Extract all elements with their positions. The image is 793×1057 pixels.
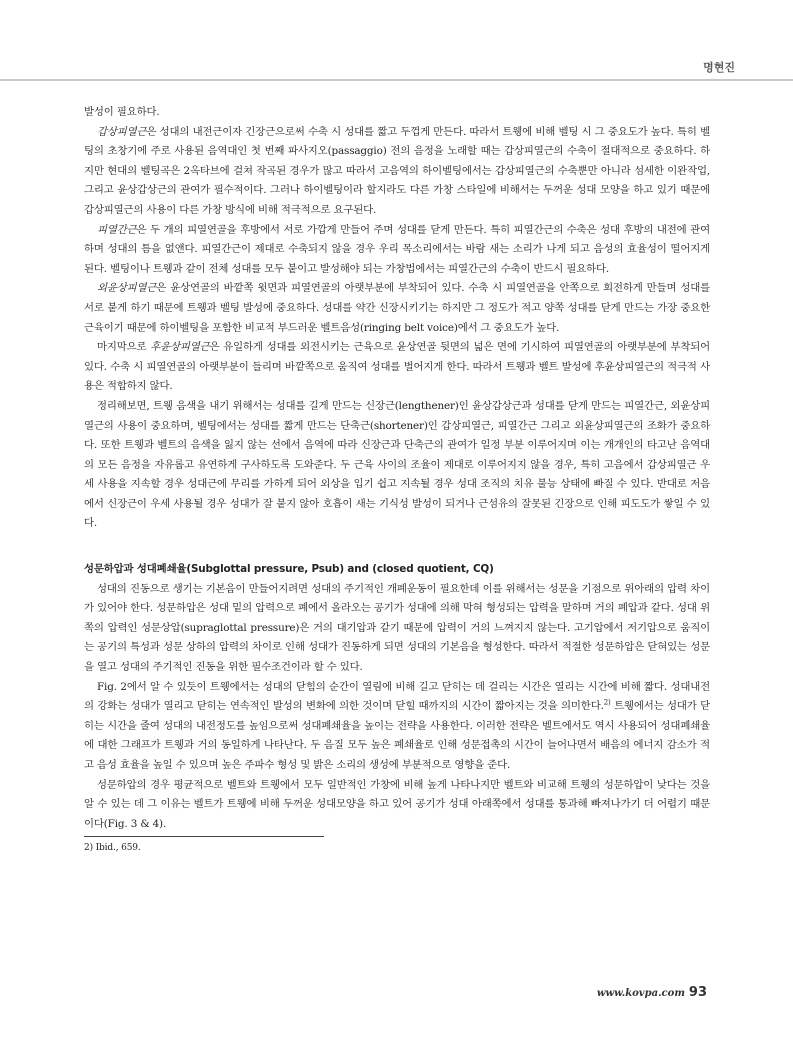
paragraph-text: 트웽에서는 성대가 닫히는 시간을 줄여 성대의 내전정도를 높임으로써 성대폐쇄율을 높이는 전략을 사용한다. 이러한 전략은 벨트에서도 역시 사용되어 성대폐쇄율에 대한 그래프가 트웽과 거의 동일하게 나타난다. 두 음질 모두 높은 폐쇄율로 인해 성문접촉의 시간이 늘어나면서 배음의 에너지 감소가 적고 음성 효율을 높일 수 있으며 높은 주파수 형성 및 밝은 소리의 생성에 부분적으로 영향을 준다. <box>84 700 710 771</box>
article-body <box>84 103 710 855</box>
paragraph-text: 은 유일하게 성대를 외전시키는 근육으로 윤상연골 뒷면의 넓은 면에 기시하여 피열연골의 아랫부분에 부착되어 있다. 수축 시 피열연골의 아랫부분이 들리며 바깥쪽으로 움직여 성대를 벌어지게 한다. 따라서 트웽과 벨트 발성에 후윤상피열근의 적극적 사용은 적합하지 않다. <box>84 341 711 393</box>
muscle-term: 후윤상피열근 <box>150 341 210 354</box>
section-heading: 성문하압과 성대폐쇄율(Subglottal pressure, Psub) and (closed quotient, CQ) <box>84 563 494 576</box>
paragraph <box>84 678 710 776</box>
paragraph <box>84 279 710 338</box>
paragraph <box>84 580 710 678</box>
muscle-term: 외윤상피열근 <box>97 282 157 295</box>
paragraph <box>84 776 710 835</box>
paragraph <box>84 123 710 221</box>
spacer <box>84 534 710 548</box>
paragraph <box>84 338 710 397</box>
page-footer <box>597 981 707 1000</box>
running-header-author: 명현진 <box>703 61 735 74</box>
paragraph-text: 발성이 필요하다. <box>84 106 160 118</box>
journal-url[interactable]: www.kovpa.com <box>596 988 685 999</box>
footnote: 2) Ibid., 659. <box>84 843 141 854</box>
muscle-term: 갑상피열근 <box>97 125 147 138</box>
paragraph-text: 성대의 진동으로 생기는 기본음이 만들어지려면 성대의 주기적인 개폐운동이 필요한데 이를 위해서는 성문을 기점으로 위아래의 압력 차이가 있어야 한다. 성문하압은 성대 밑의 압력으로 폐에서 올라오는 공기가 성대에 의해 막혀 형성되는 압력을 말하며 거의 폐압과 같다. 성대 위쪽의 압력인 성문상압(supraglottal pressure)은 거의 대기압과 같기 때문에 압력이 거의 느껴지지 않는다. 고기압에서 저기압으로 움직이는 공기의 특성과 성문 상하의 압력의 차이로 인해 성대가 진동하게 되면 성대의 기본음을 형성한다. 따라서 적절한 성문하압은 닫혀있는 성문을 열고 성대의 주기적인 진동을 위한 필수조건이라 할 수 있다. <box>84 582 710 674</box>
paragraph-text: 성문하압의 경우 평균적으로 벨트와 트웽에서 모두 일반적인 가창에 비해 높게 나타나지만 벨트와 비교해 트웽의 성문하압이 낮다는 것을 알 수 있는 데 그 이유는 벨트가 트웽에 비해 두꺼운 성대모양을 하고 있어 공기가 성대 아래쪽에서 성대를 통과해 빠져나가기 더 어렵기 때문이다(Fig. 3 & 4). <box>84 778 710 830</box>
paragraph <box>84 103 710 123</box>
paragraph-text: Fig. 2에서 알 수 있듯이 트웽에서는 성대의 닫힘의 순간이 열림에 비해 길고 닫히는 데 걸리는 시간은 열리는 시간에 비해 짧다. 성대내전의 강화는 성대가 열리고 닫히는 연속적인 발성의 변화에 의한 것이며 닫힐 때까지의 시간이 짧아지는 것을 의미한다. <box>84 680 710 713</box>
muscle-term: 피열간근 <box>97 223 137 236</box>
paragraph-text: 은 성대의 내전근이자 긴장근으로써 수축 시 성대를 짧고 두껍게 만든다. 따라서 트웽에 비해 벨팅 시 그 중요도가 높다. 특히 벨팅의 초창기에 주로 사용된 음역대인 첫 번째 파사지오(passaggio) 전의 음정을 노래할 때는 갑상피열근의 수축이 절대적으로 중요하다. 하지만 현대의 벨팅곡은 2옥타브에 걸쳐 작곡된 경우가 많고 따라서 고음역의 하이벨팅에서는 갑상피열근의 수축뿐만 아니라 섬세한 이완작업, 그리고 윤상갑상근의 관여가 필수적이다. 그러나 하이벨팅이라 할지라도 다른 가창 스타일에 비해서는 두꺼운 성대 모양을 하고 있기 때문에 갑상피열근의 사용이 다른 가창 방식에 비해 적극적으로 요구된다. <box>84 125 710 216</box>
header-divider <box>0 79 793 81</box>
paragraph-text: 정리해보면, 트웽 음색을 내기 위해서는 성대를 길게 만드는 신장근(lengthener)인 윤상갑상근과 성대를 닫게 만드는 피열간근, 외윤상피열근의 사용이 중요하며, 벨팅에서는 성대를 짧게 만드는 단축근(shortener)인 갑상피열근, 피열간근 그리고 외윤상피열근의 조화가 중요하다. 또한 트웽과 벨트의 음색을 잃지 않는 선에서 음역에 따라 신장근과 단축근의 관여가 일정 부분 이루어지며 이는 개개인의 타고난 음역대의 모든 음정을 자유롭고 유연하게 구사하도록 도와준다. 두 근육 사이의 조율이 제대로 이루어지지 않을 경우, 특히 고음에서 갑상피열근 우세 사용을 지속할 경우 성대근에 무리를 가하게 되어 외상을 입기 쉽고 지속될 경우 성대 조직의 치유 불능 상태에 빠질 수 있다. 반대로 저음에서 신장근이 우세 사용될 경우 성대가 잘 붙지 않아 호흡이 새는 기식성 발성이 되거나 근섬유의 잘못된 긴장으로 인해 피도도가 쌓일 수 있다. <box>84 399 710 530</box>
paragraph <box>84 221 710 280</box>
footnote-divider <box>84 836 324 837</box>
page-number: 93 <box>688 985 707 1000</box>
paragraph-text: 은 두 개의 피열연골을 후방에서 서로 가깝게 만들어 주며 성대를 닫게 만든다. 특히 피열간근의 수축은 성대 후방의 내전에 관여하며 성대의 틈을 없앤다. 피열간근이 제대로 수축되지 않을 경우 우리 목소리에서는 바람 새는 소리가 나게 되고 음성의 효율성이 떨어지게 된다. 벨팅이나 트웽과 같이 전체 성대를 모두 붙이고 발성해야 되는 가창법에서는 피열간근의 수축이 반드시 필요하다. <box>84 223 710 275</box>
paragraph-text: 마지막으로 <box>97 341 151 354</box>
paragraph <box>84 397 710 534</box>
paragraph-text: 은 윤상연골의 바깥쪽 윗면과 피열연골의 아랫부분에 부착되어 있다. 수축 시 피열연골을 안쪽으로 회전하게 만들며 성대를 서로 붙게 하기 때문에 트웽과 벨팅 발성에 중요하다. 성대를 약간 신장시키기는 하지만 그 정도가 적고 양쪽 성대를 닫게 만드는 가장 중요한 근육이기 때문에 하이벨팅을 포함한 비교적 부드러운 벨트음성(ringing belt voice)에서 그 중요도가 높다. <box>84 282 710 334</box>
footnote-marker[interactable]: 2) <box>603 698 611 707</box>
